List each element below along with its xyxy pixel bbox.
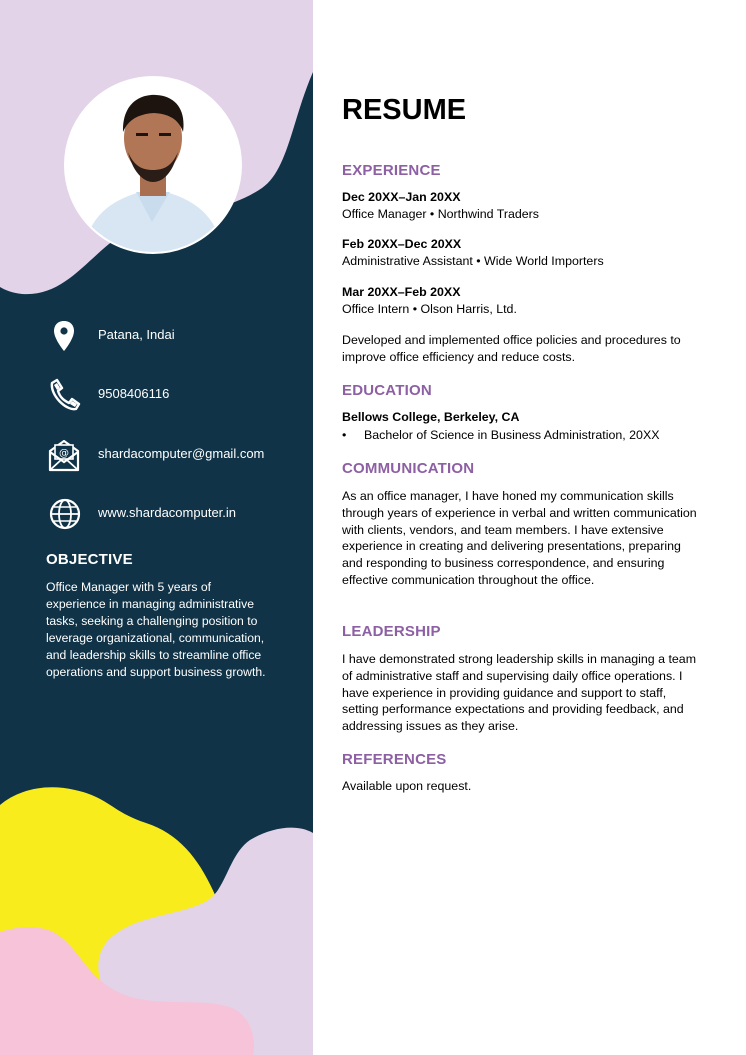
sidebar <box>0 0 313 1055</box>
svg-text:@: @ <box>59 448 69 459</box>
job-dates: Feb 20XX–Dec 20XX <box>342 237 462 251</box>
education-degree-item <box>342 428 659 442</box>
job-dates: Dec 20XX–Jan 20XX <box>342 190 461 204</box>
website-text: www.shardacomputer.in <box>98 505 237 520</box>
communication-heading: COMMUNICATION <box>342 460 475 477</box>
profile-photo <box>64 76 242 254</box>
education-school: Bellows College, Berkeley, CA <box>342 410 520 424</box>
page-title: RESUME <box>342 94 467 126</box>
contact-location <box>46 318 306 354</box>
job-dates: Mar 20XX–Feb 20XX <box>342 285 461 299</box>
objective-text: Office Manager with 5 years of experience in managing administrative tasks, seeking a challenging position to leverage organizational, communication, and leadership skills to streamline office operations and support business growth. <box>46 580 266 679</box>
objective-heading: OBJECTIVE <box>46 551 133 568</box>
location-text: Patana, Indai <box>98 327 175 342</box>
job-role: Office Intern • Olson Harris, Ltd. <box>342 302 517 316</box>
communication-text: As an office manager, I have honed my communication skills through years of experience in verbal and written communication with clients, vendors, and team members. I have extensive experience in creating and delivering presentations, preparing and responding to business correspondence, and ensuring effective communication throughout the office. <box>342 489 697 587</box>
education-degree: Bachelor of Science in Business Administration, 20XX <box>364 428 660 442</box>
experience-heading: EXPERIENCE <box>342 162 441 179</box>
references-text: Available upon request. <box>342 779 472 793</box>
phone-icon <box>46 377 82 413</box>
phone-text: 9508406116 <box>98 386 170 401</box>
globe-icon <box>46 496 82 532</box>
references-heading: REFERENCES <box>342 751 447 768</box>
contact-phone <box>46 377 306 413</box>
job-role: Administrative Assistant • Wide World Importers <box>342 254 604 268</box>
leadership-heading: LEADERSHIP <box>342 623 441 640</box>
contact-website <box>46 496 306 532</box>
job-role: Office Manager • Northwind Traders <box>342 207 539 221</box>
location-pin-icon <box>46 318 82 354</box>
experience-summary: Developed and implemented office policies and procedures to improve office efficiency and reduce costs. <box>342 333 681 364</box>
education-heading: EDUCATION <box>342 382 432 399</box>
contact-email <box>46 437 306 473</box>
email-icon <box>46 437 82 473</box>
email-text: shardacomputer@gmail.com <box>98 446 265 461</box>
leadership-text: I have demonstrated strong leadership skills in managing a team of administrative staff and supervising daily office operations. I have experience in providing guidance and support to staff, setting performance expectations and providing feedback, and addressing issues as they arise. <box>342 652 697 734</box>
bullet-marker: • <box>342 428 347 442</box>
